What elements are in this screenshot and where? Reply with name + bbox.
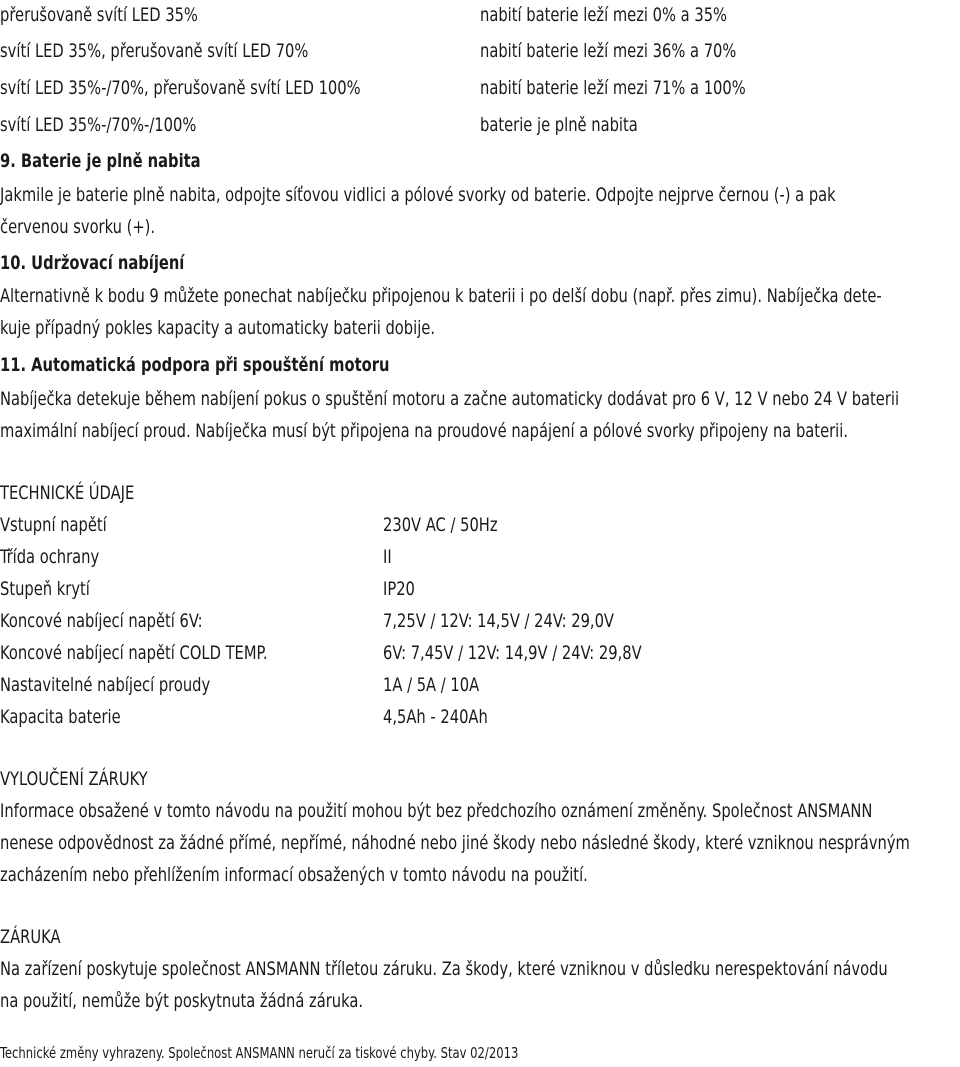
warranty-line-2: na použití, nemůže být poskytnuta žádná záruka. [0,990,364,1012]
tech-value-protection-class: II [383,546,392,568]
disclaimer-line-2: nenese odpovědnost za žádné přímé, nepřímé, náhodné nebo jiné škody nebo následné škody, které vzniknou nesprávným [0,832,910,854]
section-9-line-1: Jakmile je baterie plně nabita, odpojte síťovou vidlici a pólové svorky od baterie. Odpojte nejprve černou (-) a pak [0,184,836,206]
tech-label-battery-capacity: Kapacita baterie [0,706,121,728]
section-10-heading: 10. Udržovací nabíjení [0,252,185,274]
section-11-heading: 11. Automatická podpora při spouštění motoru [0,354,390,376]
led-state-4: svítí LED 35%-/70%-/100% [0,114,197,136]
disclaimer-line-3: zacházením nebo přehlížením informací obsažených v tomto návodu na použití. [0,864,588,886]
tech-label-protection-class: Třída ochrany [0,546,100,568]
section-9-heading: 9. Baterie je plně nabita [0,150,201,172]
section-9-line-2: červenou svorku (+). [0,216,156,238]
section-10-line-2: kuje případný pokles kapacity a automaticky baterii dobije. [0,317,435,339]
tech-value-ip-rating: IP20 [383,578,415,600]
tech-heading: TECHNICKÉ ÚDAJE [0,482,135,504]
tech-value-input-voltage: 230V AC / 50Hz [383,514,498,536]
charge-status-4: baterie je plně nabita [480,114,638,136]
tech-label-charge-currents: Nastavitelné nabíjecí proudy [0,674,211,696]
tech-label-ip-rating: Stupeň krytí [0,578,90,600]
tech-value-cold-temp-voltage: 6V: 7,45V / 12V: 14,9V / 24V: 29,8V [383,642,642,664]
tech-label-final-voltage: Koncové nabíjecí napětí 6V: [0,610,203,632]
charge-status-2: nabití baterie leží mezi 36% a 70% [480,40,737,62]
tech-value-battery-capacity: 4,5Ah - 240Ah [383,706,488,728]
section-11-line-1: Nabíječka detekuje během nabíjení pokus o spuštění motoru a začne automaticky dodávat pro 6 V, 12 V nebo 24 V baterii [0,388,900,410]
tech-value-final-voltage: 7,25V / 12V: 14,5V / 24V: 29,0V [383,610,614,632]
disclaimer-line-1: Informace obsažené v tomto návodu na použití mohou být bez předchozího oznámení změněny. Společnost ANSMANN [0,800,873,822]
led-state-1: přerušovaně svítí LED 35% [0,4,198,26]
charge-status-1: nabití baterie leží mezi 0% a 35% [480,4,728,26]
charge-status-3: nabití baterie leží mezi 71% a 100% [480,77,746,99]
tech-label-input-voltage: Vstupní napětí [0,514,107,536]
warranty-heading: ZÁRUKA [0,926,61,948]
tech-value-charge-currents: 1A / 5A / 10A [383,674,480,696]
footer-note: Technické změny vyhrazeny. Společnost ANSMANN neručí za tiskové chyby. Stav 02/2013 [0,1044,519,1062]
disclaimer-heading: VYLOUČENÍ ZÁRUKY [0,768,148,790]
section-10-line-1: Alternativně k bodu 9 můžete ponechat nabíječku připojenou k baterii i po delší dobu (např. přes zimu). Nabíječka dete- [0,285,882,307]
led-state-3: svítí LED 35%-/70%, přerušovaně svítí LED 100% [0,77,361,99]
led-state-2: svítí LED 35%, přerušovaně svítí LED 70% [0,40,309,62]
section-11-line-2: maximální nabíjecí proud. Nabíječka musí být připojena na proudové napájení a pólové svorky připojeny na baterii. [0,420,849,442]
warranty-line-1: Na zařízení poskytuje společnost ANSMANN tříletou záruku. Za škody, které vzniknou v důsledku nerespektování návodu [0,958,888,980]
tech-label-cold-temp-voltage: Koncové nabíjecí napětí COLD TEMP. [0,642,268,664]
